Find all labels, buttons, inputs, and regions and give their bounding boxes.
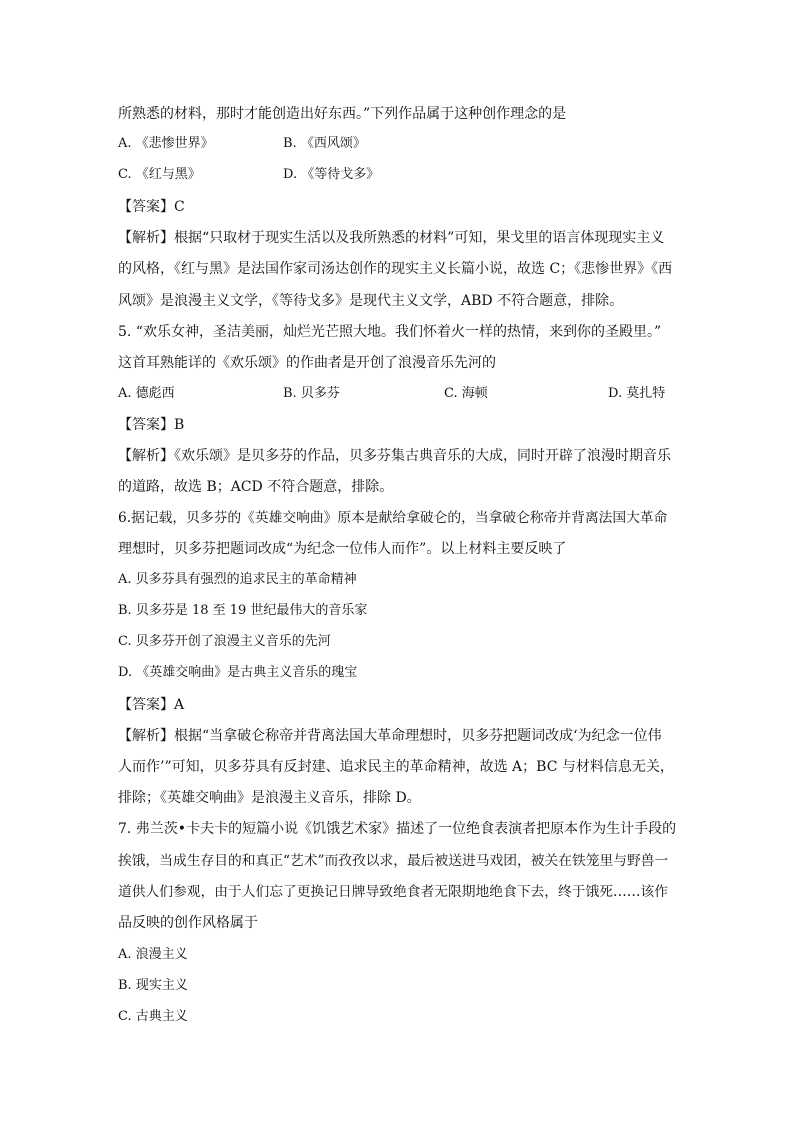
q4-answer: 【答案】C xyxy=(118,199,185,215)
q6-option-c: C. 贝多芬开创了浪漫主义音乐的先河 xyxy=(118,634,331,649)
q5-analysis-line-1: 【解析】《欢乐颂》是贝多芬的作品，贝多芬集古典音乐的大成，同时开辟了浪漫时期音乐 xyxy=(118,448,671,464)
q6-stem-line-1: 6.据记载，贝多芬的《英雄交响曲》原本是献给拿破仑的，当拿破仑称帝并背离法国大革命 xyxy=(118,510,668,526)
q4-analysis-line-2: 的风格，《红与黑》是法国作家司汤达创作的现实主义长篇小说，故选 C；《悲惨世界》《西 xyxy=(118,261,673,277)
q5-option-d: D. 莫扎特 xyxy=(608,386,666,401)
q6-analysis-line-3: 排除；《英雄交响曲》是浪漫主义音乐，排除 D。 xyxy=(118,790,421,806)
q7-stem-line-4: 品反映的创作风格属于 xyxy=(118,915,258,931)
q7-stem-line-2: 挨饿，当成生存目的和真正“艺术”而孜孜以求，最后被送进马戏团，被关在铁笼里与野兽一 xyxy=(118,853,669,869)
q5-analysis-line-2: 的道路，故选 B；ACD 不符合题意，排除。 xyxy=(118,479,394,495)
q6-analysis-line-1: 【解析】根据“当拿破仑称帝并背离法国大革命理想时，贝多芬把题词改成‘为纪念一位伟 xyxy=(118,728,662,744)
q6-option-d: D. 《英雄交响曲》是古典主义音乐的瑰宝 xyxy=(118,665,358,680)
q4-analysis-line-3: 风颂》是浪漫主义文学，《等待戈多》是现代主义文学，ABD 不符合题意，排除。 xyxy=(118,293,624,309)
q6-stem-line-2: 理想时，贝多芬把题词改成“为纪念一位伟人而作”。以上材料主要反映了 xyxy=(118,541,567,557)
q7-option-c: C. 古典主义 xyxy=(118,1009,188,1024)
q5-option-a: A. 德彪西 xyxy=(118,386,175,401)
q4-analysis-line-1: 【解析】根据“只取材于现实生活以及我所熟悉的材料”可知，果戈里的语言体现现实主义 xyxy=(118,230,665,246)
q6-analysis-line-2: 人而作’”可知，贝多芬具有反封建、追求民主的革命精神，故选 A；BC 与材料信息无关， xyxy=(118,759,674,775)
q4-option-b: B. 《西风颂》 xyxy=(283,136,366,151)
q4-option-c: C. 《红与黑》 xyxy=(118,167,201,182)
q6-answer: 【答案】A xyxy=(118,697,185,713)
q7-option-b: B. 现实主义 xyxy=(118,978,188,993)
q7-option-a: A. 浪漫主义 xyxy=(118,947,188,962)
q5-stem-line-1: 5. “欢乐女神，圣洁美丽，灿烂光芒照大地。我们怀着火一样的热情，来到你的圣殿里。” xyxy=(118,324,662,340)
q5-answer: 【答案】B xyxy=(118,417,185,433)
q6-option-a: A. 贝多芬具有强烈的追求民主的革命精神 xyxy=(118,572,357,587)
q7-stem-line-1: 7. 弗兰茨•卡夫卡的短篇小说《饥饿艺术家》描述了一位绝食表演者把原本作为生计手段的 xyxy=(118,821,677,837)
q5-stem-line-2: 这首耳熟能详的《欢乐颂》的作曲者是开创了浪漫音乐先河的 xyxy=(118,355,496,371)
q6-option-b: B. 贝多芬是 18 至 19 世纪最伟大的音乐家 xyxy=(118,603,368,618)
q4-option-a: A. 《悲惨世界》 xyxy=(118,136,214,151)
q5-option-b: B. 贝多芬 xyxy=(283,386,340,401)
q4-stem-tail: 所熟悉的材料，那时才能创造出好东西。”下列作品属于这种创作理念的是 xyxy=(118,106,567,122)
q4-option-d: D. 《等待戈多》 xyxy=(283,167,380,182)
q7-stem-line-3: 道供人们参观，由于人们忘了更换记日牌导致绝食者无限期地绝食下去，终于饿死……该作 xyxy=(118,884,669,900)
q5-option-c: C. 海顿 xyxy=(444,386,488,401)
